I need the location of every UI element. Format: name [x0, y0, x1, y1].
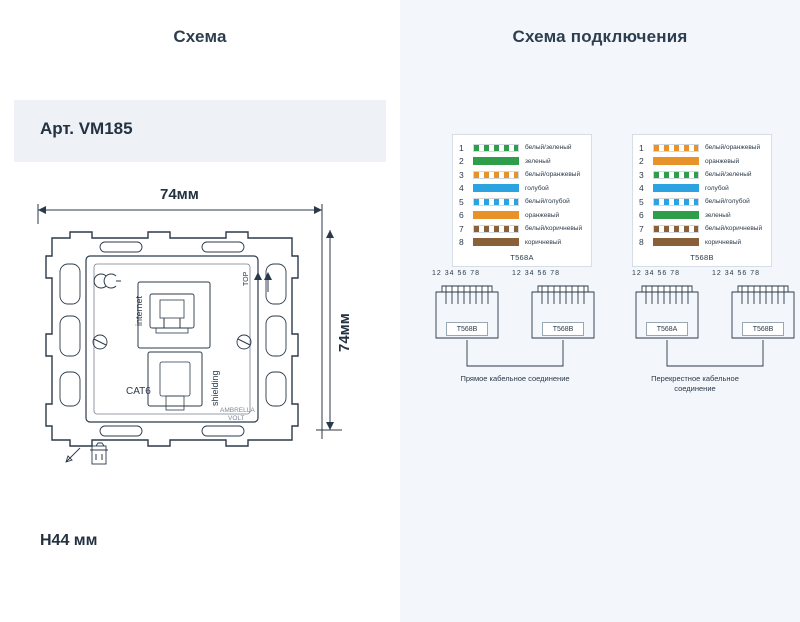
- dimension-width-label: 74мм: [160, 186, 199, 203]
- pin-number: 6: [459, 210, 464, 221]
- mechanism-drawing: [30, 194, 370, 524]
- pin-label: белый/зеленый: [705, 171, 752, 179]
- wire-swatch: [653, 238, 699, 246]
- pin-row: [459, 168, 585, 182]
- pin-row: [639, 209, 765, 223]
- wire-swatch: [473, 198, 519, 206]
- article-band: [14, 100, 386, 162]
- pinout-card-t568b: [632, 134, 772, 267]
- label-cat: CAT6: [126, 386, 151, 397]
- pin-label: белый/оранжевый: [705, 144, 761, 152]
- standard-label-a: T568A: [510, 253, 534, 262]
- header-left-title: Схема: [173, 27, 227, 46]
- header: [0, 0, 800, 74]
- label-top: TOP: [243, 271, 250, 286]
- connection-caption-crossover: Перекрестное кабельное соединение: [651, 374, 739, 394]
- pin-row: [459, 155, 585, 169]
- body: [0, 74, 800, 622]
- jack-pin-header: 12 34 56 78: [712, 270, 760, 277]
- pin-number: 1: [639, 142, 644, 153]
- tab-connection-schema[interactable]: [400, 0, 800, 74]
- label-internet: internet: [134, 295, 144, 326]
- jack-standard-tag: T568A: [646, 322, 688, 336]
- wire-swatch: [653, 198, 699, 206]
- wire-swatch: [653, 157, 699, 165]
- pin-row: [639, 168, 765, 182]
- wire-swatch: [473, 211, 519, 219]
- wire-swatch: [473, 157, 519, 165]
- pin-number: 4: [459, 183, 464, 194]
- left-panel: [0, 74, 400, 622]
- pin-label: голубой: [705, 184, 729, 192]
- pin-number: 3: [459, 169, 464, 180]
- wire-swatch: [653, 171, 699, 179]
- pin-label: зеленый: [705, 211, 731, 219]
- pin-row: [639, 141, 765, 155]
- pin-row: [459, 182, 585, 196]
- label-brand-2: VOLT: [228, 415, 245, 422]
- pin-label: белый/коричневый: [705, 225, 763, 233]
- pin-number: 4: [639, 183, 644, 194]
- pin-label: зеленый: [525, 157, 551, 165]
- pin-label: голубой: [525, 184, 549, 192]
- header-right-title: Схема подключения: [512, 27, 688, 46]
- wire-swatch: [653, 184, 699, 192]
- pin-row: [639, 155, 765, 169]
- pin-number: 5: [459, 196, 464, 207]
- tab-schema[interactable]: [0, 0, 400, 74]
- wire-swatch: [473, 171, 519, 179]
- pin-number: 7: [639, 223, 644, 234]
- pin-label: коричневый: [705, 238, 742, 246]
- right-panel: [400, 74, 800, 622]
- pin-row: [639, 182, 765, 196]
- jack-standard-tag: T568B: [542, 322, 584, 336]
- pin-label: оранжевый: [705, 157, 740, 165]
- standard-label-b: T568B: [690, 253, 714, 262]
- pin-label: белый/коричневый: [525, 225, 583, 233]
- article-label: Арт. VM185: [40, 119, 133, 138]
- pin-label: белый/зеленый: [525, 144, 572, 152]
- wire-swatch: [653, 144, 699, 152]
- wire-swatch: [653, 225, 699, 233]
- wire-swatch: [653, 211, 699, 219]
- pin-row: [459, 195, 585, 209]
- pinout-card-t568a: [452, 134, 592, 267]
- pin-number: 6: [639, 210, 644, 221]
- dimension-height-label: 74мм: [336, 313, 353, 352]
- pin-number: 8: [459, 237, 464, 248]
- dimension-depth-label: H44 мм: [40, 532, 98, 549]
- pin-row: [459, 222, 585, 236]
- pin-label: оранжевый: [525, 211, 560, 219]
- jack-pin-header: 12 34 56 78: [512, 270, 560, 277]
- pin-number: 7: [459, 223, 464, 234]
- wire-swatch: [473, 225, 519, 233]
- pin-row: [459, 236, 585, 250]
- pin-row: [639, 195, 765, 209]
- jack-pin-header: 12 34 56 78: [632, 270, 680, 277]
- jack-standard-tag: T568B: [446, 322, 488, 336]
- connection-caption-straight: Прямое кабельное соединение: [460, 374, 570, 383]
- pin-number: 2: [639, 156, 644, 167]
- pin-label: белый/голубой: [705, 198, 750, 206]
- pin-row: [459, 209, 585, 223]
- pin-label: белый/оранжевый: [525, 171, 581, 179]
- pin-row: [639, 236, 765, 250]
- pin-label: коричневый: [525, 238, 562, 246]
- wire-swatch: [473, 144, 519, 152]
- pin-number: 2: [459, 156, 464, 167]
- pin-number: 5: [639, 196, 644, 207]
- pin-number: 1: [459, 142, 464, 153]
- jack-standard-tag: T568B: [742, 322, 784, 336]
- wire-swatch: [473, 238, 519, 246]
- label-brand: AMBRELLA: [220, 407, 255, 414]
- pin-label: белый/голубой: [525, 198, 570, 206]
- wire-swatch: [473, 184, 519, 192]
- pin-row: [459, 141, 585, 155]
- pin-number: 8: [639, 237, 644, 248]
- label-shielding: shielding: [210, 370, 220, 406]
- pin-number: 3: [639, 169, 644, 180]
- jack-pin-header: 12 34 56 78: [432, 270, 480, 277]
- pin-row: [639, 222, 765, 236]
